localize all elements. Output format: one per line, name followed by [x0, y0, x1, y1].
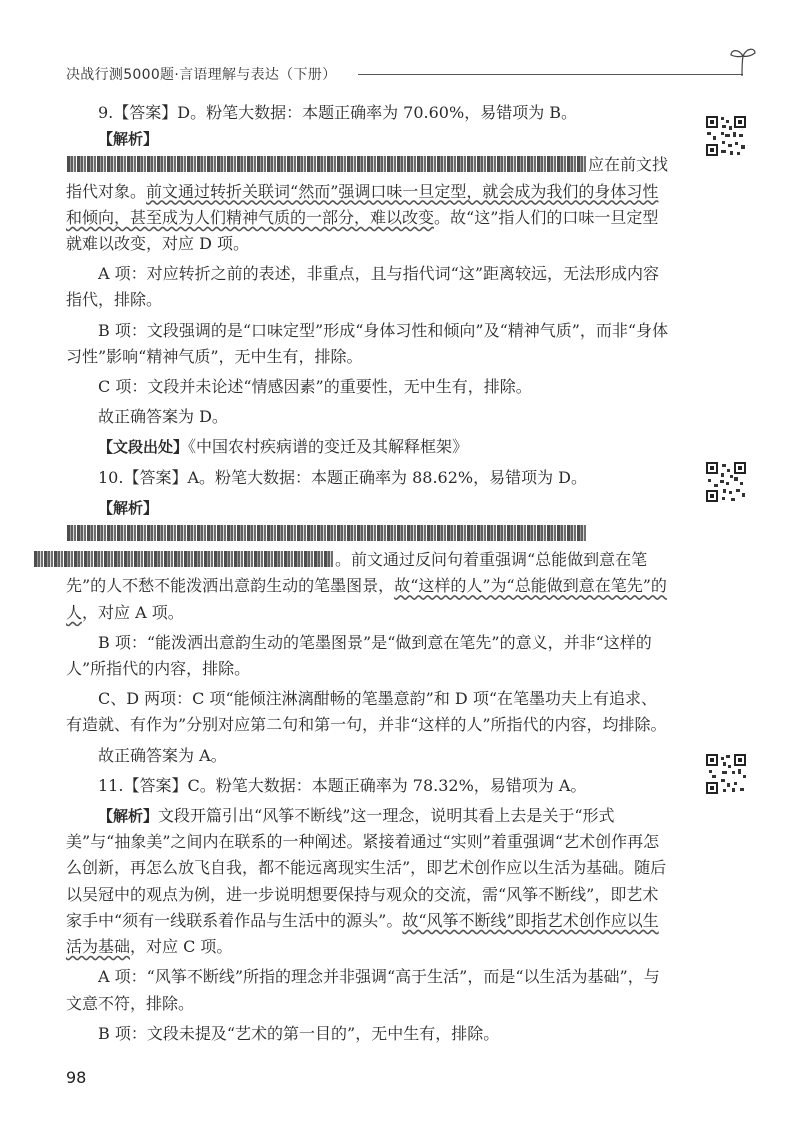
q10-analysis-after: 。前文通过反问句着重强调“总能做到意在笔先”的人不愁不能泼洒出意韵生动的笔墨图景，: [66, 550, 648, 596]
q9-answer-line: 9.【答案】D。粉笔大数据：本题正确率为 70.60%，易错项为 B。: [98, 103, 578, 122]
qr-code-q11[interactable]: [704, 752, 748, 796]
q9-underlined-text: 前文通过转折关联词“然而”强调口味一旦定型，就会成为我们的身体习性和倾向，甚至成为人们精神气质的一部分，难以改变: [66, 181, 659, 227]
q9-source: [66, 434, 670, 460]
q9-conclusion: 故正确答案为 D。: [98, 407, 228, 427]
q10-item-b: B 项：“能泼洒出意韵生动的笔墨图景”是“做到意在笔先”的意义，并非“这样的人”所指代的内容，排除。: [66, 632, 652, 679]
redacted-text: [67, 156, 587, 172]
q11-item-a: A 项：“风筝不断线”所指的理念并非强调“高于生活”，而是“以生活为基础”，与文意不符，排除。: [66, 967, 660, 1013]
q11-analysis-end: ，对应 C 项。: [130, 937, 233, 957]
q9-source-title: 《中国农村疾病谱的变迁及其解释框架》: [188, 437, 469, 457]
sprout-icon: [728, 42, 758, 78]
q9-source-label: 【文段出处】: [98, 438, 189, 457]
q9-item-a: A 项：对应转折之前的表述，非重点，且与指代词“这”距离较远，无法形成内容指代，排除。: [66, 264, 660, 310]
q9-analysis: [66, 126, 670, 257]
q10-analysis: [66, 495, 670, 626]
q9-analysis-label: 【解析】: [98, 130, 159, 149]
q10-item-cd: C、D 两项：C 项“能倾注淋漓酣畅的笔墨意韵”和 D 项“在笔墨功夫上有追求、有造就、有作为”分别对应第二句和第一句，并非“这样的人”所指代的内容，均排除。: [66, 689, 667, 735]
q9-item-c: C 项：文段并未论述“情感因素”的重要性，无中生有，排除。: [98, 377, 532, 397]
running-header: 决战行测5000题·言语理解与表达（下册）: [66, 67, 337, 83]
q11-answer-line: 11.【答案】C。粉笔大数据：本题正确率为 78.32%，易错项为 A。: [98, 775, 587, 795]
qr-code-q10[interactable]: [704, 460, 748, 504]
q10-underlined-text: 故“这样的人”为“总能做到意在笔先”的人: [66, 576, 667, 622]
q9-analysis-cont: 。故“这”指人们的口味一旦定型就难以改变，对应 D 项。: [66, 207, 659, 254]
q11-underlined-text: 故“风筝不断线”即指艺术创作应以生活为基础: [66, 910, 659, 957]
q10-analysis-end: ，对应 A 项。: [82, 602, 184, 622]
qr-code-q9[interactable]: [704, 114, 748, 158]
q9-item-b: B 项：文段强调的是“口味定型”形成“身体习性和倾向”及“精神气质”，而非“身体习性”影响“精神气质”，无中生有，排除。: [66, 320, 669, 366]
header-rule: [358, 74, 743, 75]
q10-conclusion: 故正确答案为 A。: [98, 745, 227, 765]
q11-analysis-label: 【解析】: [98, 807, 159, 826]
answer-body: [66, 90, 670, 1047]
q10-analysis-label: 【解析】: [98, 498, 159, 517]
q11-item-b: B 项：文段未提及“艺术的第一目的”，无中生有，排除。: [98, 1023, 500, 1043]
redacted-text: [34, 551, 334, 567]
q10-answer-line: 10.【答案】A。粉笔大数据：本题正确率为 88.62%，易错项为 D。: [98, 467, 588, 487]
redacted-text: [67, 525, 587, 541]
page-number: 98: [66, 1068, 87, 1087]
q11-analysis: [66, 803, 670, 960]
q9-analysis-after: 应在前文找指代对象。: [66, 155, 669, 201]
q11-analysis-text: 文段开篇引出“风筝不断线”这一理念，说明其看上去是关于“形式美”与“抽象美”之间内在联系的一种阐述。紧接着通过“实则”着重强调“艺术创作再怎么创新，再怎么放飞自我，都不能远离现实生活”，即艺术创作应以生活为基础。随后以吴冠中的观点为例，进一步说明想要保持与观众的交流，需“风筝不断线”，即艺术家手中“须有一线联系着作品与生活中的源头”。: [66, 806, 667, 930]
